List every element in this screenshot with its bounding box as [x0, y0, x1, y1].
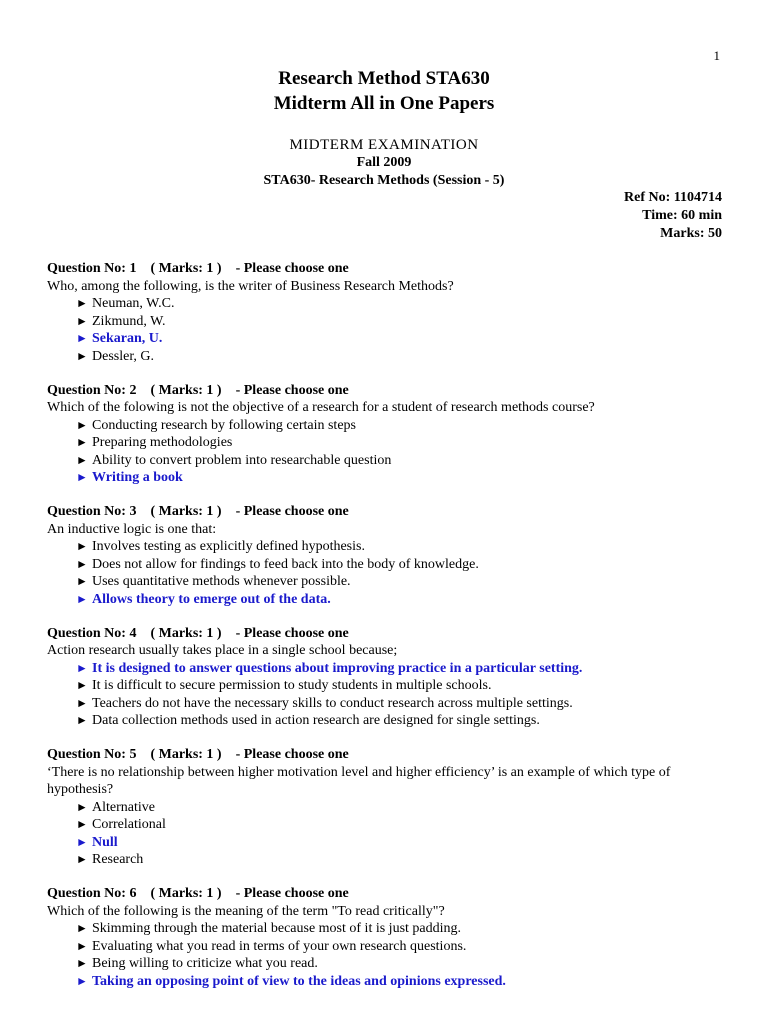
- answer-option-text: Dessler, G.: [92, 348, 155, 364]
- answer-option-text: Allows theory to emerge out of the data.: [92, 591, 331, 607]
- right-pointer-icon: ►: [76, 956, 88, 970]
- right-pointer-icon: ►: [76, 817, 88, 831]
- ref-number: Ref No: 1104714: [624, 190, 722, 205]
- answer-option-text: Zikmund, W.: [92, 313, 166, 329]
- answer-option-text: Correlational: [92, 817, 166, 832]
- answer-option-correct[interactable]: [47, 660, 727, 678]
- right-pointer-icon: ►: [76, 539, 88, 553]
- answer-options: [47, 799, 727, 869]
- exam-marks: Marks: 50: [660, 226, 722, 241]
- exam-time: Time: 60 min: [642, 208, 722, 223]
- right-pointer-icon: ►: [76, 470, 88, 484]
- answer-option[interactable]: [47, 313, 727, 331]
- question-header: Question No: 3 ( Marks: 1 ) - Please choose one: [47, 504, 349, 519]
- answer-option-text: Neuman, W.C.: [92, 296, 175, 311]
- question-text: Action research usually takes place in a single school because;: [47, 643, 398, 658]
- question-5: [47, 746, 727, 869]
- answer-option-text: Research: [92, 852, 144, 867]
- title-line-1: Research Method STA630: [278, 68, 490, 89]
- right-pointer-icon: ►: [76, 799, 88, 814]
- right-pointer-icon: ►: [76, 973, 88, 988]
- right-pointer-icon: ►: [76, 713, 88, 727]
- answer-option-correct[interactable]: [47, 469, 727, 487]
- right-pointer-icon: ►: [76, 331, 88, 345]
- answer-option[interactable]: [47, 556, 727, 574]
- question-2: [47, 382, 727, 487]
- answer-option[interactable]: [47, 920, 727, 938]
- answer-option-text: Does not allow for findings to feed back into the body of knowledge.: [92, 556, 479, 572]
- question-text: Which of the folowing is not the objective of a research for a student of research methods course?: [47, 400, 595, 415]
- exam-heading: MIDTERM EXAMINATION: [289, 137, 479, 153]
- answer-option[interactable]: [47, 434, 727, 452]
- question-text: An inductive logic is one that:: [47, 521, 217, 537]
- answer-options: [47, 538, 727, 608]
- answer-option[interactable]: [47, 452, 727, 470]
- question-list: [47, 260, 727, 1007]
- answer-option[interactable]: [47, 538, 727, 556]
- answer-option-text: Data collection methods used in action research are designed for single settings.: [92, 713, 540, 728]
- question-header: Question No: 4 ( Marks: 1 ) - Please choose one: [47, 625, 349, 641]
- right-pointer-icon: ►: [76, 452, 88, 467]
- answer-option[interactable]: [47, 573, 727, 591]
- question-header: Question No: 6 ( Marks: 1 ) - Please choose one: [47, 886, 349, 901]
- answer-option[interactable]: [47, 695, 727, 713]
- exam-course: STA630- Research Methods (Session - 5): [263, 173, 505, 188]
- answer-options: [47, 417, 727, 487]
- question-text: Which of the following is the meaning of the term "To read critically"?: [47, 903, 445, 919]
- right-pointer-icon: ►: [76, 591, 88, 606]
- answer-options: [47, 295, 727, 365]
- answer-options: [47, 660, 727, 730]
- answer-option-text: Being willing to criticize what you read.: [92, 956, 318, 971]
- right-pointer-icon: ►: [76, 313, 88, 328]
- exam-info: [0, 136, 768, 190]
- right-pointer-icon: ►: [76, 678, 88, 692]
- answer-option[interactable]: [47, 799, 727, 817]
- right-pointer-icon: ►: [76, 417, 88, 432]
- answer-option-text: Teachers do not have the necessary skills to conduct research across multiple settings.: [92, 695, 573, 711]
- answer-option[interactable]: [47, 851, 727, 869]
- answer-option-correct[interactable]: [47, 330, 727, 348]
- answer-option-text: Sekaran, U.: [92, 331, 163, 346]
- right-pointer-icon: ►: [76, 921, 88, 935]
- question-3: [47, 503, 727, 608]
- answer-options: [47, 920, 727, 990]
- right-pointer-icon: ►: [76, 296, 88, 310]
- exam-term: Fall 2009: [356, 155, 412, 170]
- right-pointer-icon: ►: [76, 574, 88, 588]
- answer-option-correct[interactable]: [47, 973, 727, 991]
- answer-option[interactable]: [47, 295, 727, 313]
- answer-option-text: Preparing methodologies: [92, 435, 233, 450]
- title-line-2: Midterm All in One Papers: [273, 93, 495, 114]
- answer-option[interactable]: [47, 816, 727, 834]
- right-pointer-icon: ►: [76, 938, 88, 953]
- answer-option-text: It is difficult to secure permission to study students in multiple schools.: [92, 678, 492, 693]
- question-1: [47, 260, 727, 365]
- answer-option[interactable]: [47, 955, 727, 973]
- question-header: Question No: 1 ( Marks: 1 ) - Please choose one: [47, 261, 349, 276]
- answer-option[interactable]: [47, 712, 727, 730]
- answer-option-text: Null: [92, 834, 118, 850]
- exam-meta: [624, 189, 722, 243]
- right-pointer-icon: ►: [76, 435, 88, 449]
- answer-option-text: Involves testing as explicitly defined hypothesis.: [92, 539, 365, 554]
- question-header: Question No: 5 ( Marks: 1 ) - Please choose one: [47, 747, 349, 762]
- page-number: 1: [713, 48, 720, 63]
- answer-option-correct[interactable]: [47, 834, 727, 852]
- question-6: [47, 885, 727, 990]
- answer-option[interactable]: [47, 348, 727, 366]
- right-pointer-icon: ►: [76, 852, 88, 866]
- answer-option-text: Uses quantitative methods whenever possible.: [92, 574, 351, 589]
- answer-option-text: It is designed to answer questions about improving practice in a particular setting.: [92, 660, 583, 676]
- answer-option-text: Skimming through the material because most of it is just padding.: [92, 921, 462, 936]
- document-title: [0, 66, 768, 116]
- answer-option-text: Writing a book: [92, 470, 183, 485]
- question-4: [47, 625, 727, 730]
- answer-option-text: Ability to convert problem into researchable question: [92, 452, 392, 468]
- question-text: ‘There is no relationship between higher motivation level and higher efficiency’ is an example of which type of hypothesis?: [47, 764, 671, 797]
- question-text: Who, among the following, is the writer of Business Research Methods?: [47, 278, 454, 294]
- answer-option-correct[interactable]: [47, 591, 727, 609]
- right-pointer-icon: ►: [76, 556, 88, 571]
- right-pointer-icon: ►: [76, 834, 88, 849]
- answer-option-text: Conducting research by following certain steps: [92, 417, 356, 433]
- question-header: Question No: 2 ( Marks: 1 ) - Please choose one: [47, 382, 349, 398]
- answer-option-text: Evaluating what you read in terms of your own research questions.: [92, 938, 467, 954]
- right-pointer-icon: ►: [76, 348, 88, 363]
- answer-option-text: Alternative: [92, 799, 155, 815]
- answer-option[interactable]: [47, 677, 727, 695]
- answer-option[interactable]: [47, 417, 727, 435]
- answer-option-text: Taking an opposing point of view to the ideas and opinions expressed.: [92, 973, 506, 989]
- right-pointer-icon: ►: [76, 660, 88, 675]
- answer-option[interactable]: [47, 938, 727, 956]
- right-pointer-icon: ►: [76, 695, 88, 710]
